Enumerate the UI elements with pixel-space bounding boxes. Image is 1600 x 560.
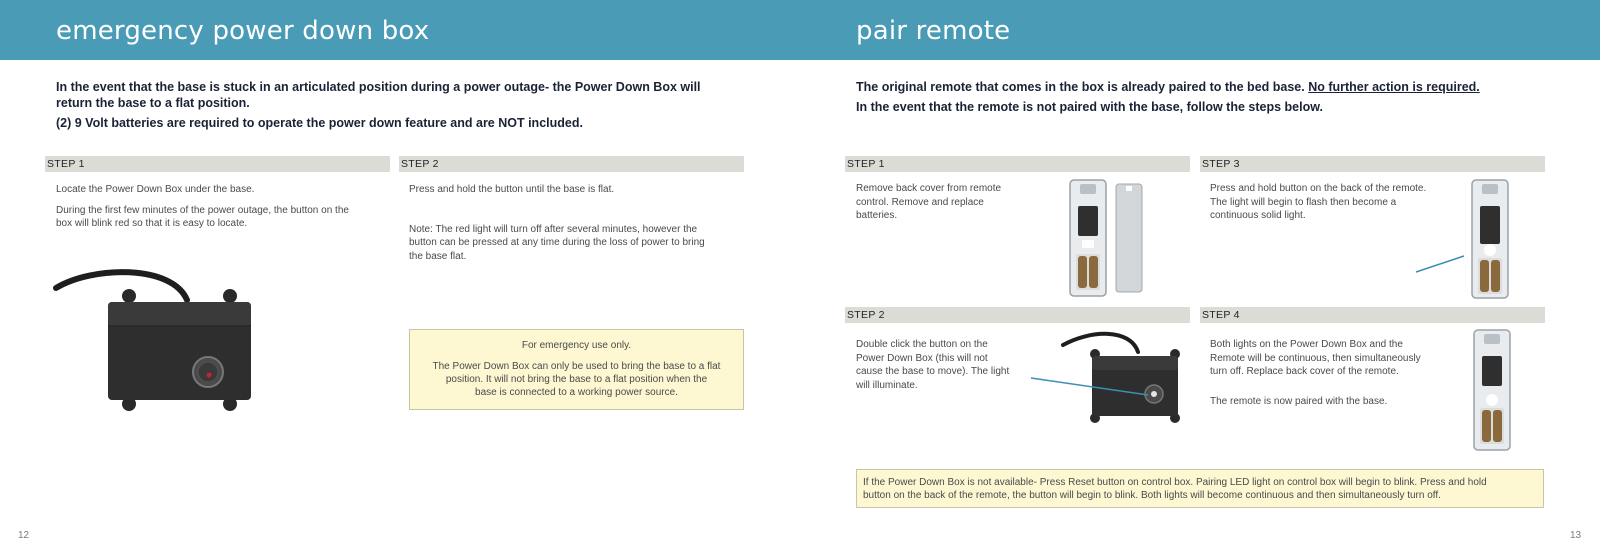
left-intro-line3: (2) 9 Volt batteries are required to operate the power down feature and are NOT included. <box>56 116 583 130</box>
left-step2-note-line1: Note: The red light will turn off after several minutes, however the <box>409 223 698 235</box>
reset-instructions-box <box>856 469 1544 508</box>
remote-button-illustration <box>1412 178 1512 303</box>
right-step4-line1: Both lights on the Power Down Box and the <box>1210 339 1403 350</box>
power-down-box-illustration <box>52 268 262 418</box>
right-step4-bar: STEP 4 <box>1200 307 1545 323</box>
left-step1-text1: Locate the Power Down Box under the base. <box>56 184 255 195</box>
left-step1-text2-line2: box will blink red so that it is easy to locate. <box>56 218 248 229</box>
emergency-warning-box <box>409 329 744 410</box>
page-number-right: 13 <box>1570 530 1582 541</box>
page-title-right: pair remote <box>856 16 1011 46</box>
right-intro <box>856 79 1556 115</box>
right-intro-line1-a: The original remote that comes in the box is already paired to the bed base. <box>856 80 1309 94</box>
left-intro <box>56 79 776 131</box>
right-step4-line4: The remote is now paired with the base. <box>1210 395 1388 407</box>
left-step1-text2-line1: During the first few minutes of the power outage, the button on the <box>56 204 349 216</box>
right-step4-line3: turn off. Replace back cover of the remote. <box>1210 366 1399 377</box>
right-step1-line2: control. Remove and replace <box>856 196 984 208</box>
right-step2-line2: Power Down Box (this will not <box>856 352 988 364</box>
warning-line4: base is connected to a working power source. <box>475 387 678 398</box>
right-step1-bar: STEP 1 <box>845 156 1190 172</box>
page-title-left: emergency power down box <box>56 16 430 46</box>
right-step1-line1: Remove back cover from remote <box>856 183 1002 194</box>
left-intro-line2: return the base to a flat position. <box>56 96 250 110</box>
right-step3-line3: continuous solid light. <box>1210 210 1306 221</box>
right-intro-line2: In the event that the remote is not paired with the base, follow the steps below. <box>856 100 1323 114</box>
right-step3-line2: The light will begin to flash then become a <box>1210 196 1397 208</box>
right-step1-text <box>856 182 1056 223</box>
right-step1-line3: batteries. <box>856 210 898 221</box>
warning-line2: The Power Down Box can only be used to bring the base to a flat <box>432 361 721 372</box>
no-further-action-text: No further action is required. <box>1308 80 1480 94</box>
remote-paired-illustration <box>1472 328 1512 453</box>
reset-line1: If the Power Down Box is not available- Press Reset button on control box. Pairing LED light on control box will begin to blink. Press and hold <box>863 477 1487 488</box>
right-step3-bar: STEP 3 <box>1200 156 1545 172</box>
right-step2-text <box>856 338 1056 392</box>
warning-line1: For emergency use only. <box>521 340 632 351</box>
left-step2-note-line2: button can be pressed at any time during the loss of power to bring <box>409 237 705 248</box>
remote-open-illustration <box>1068 178 1148 298</box>
page-number-left: 12 <box>18 530 30 541</box>
left-step1-text <box>56 183 386 231</box>
left-step1-bar: STEP 1 <box>45 156 390 172</box>
left-step2-bar: STEP 2 <box>399 156 744 172</box>
right-step2-line4: will illuminate. <box>856 379 918 391</box>
left-step2-text1: Press and hold the button until the base is flat. <box>409 184 615 195</box>
power-down-box-small-illustration <box>1030 330 1190 425</box>
left-step2-text <box>409 183 744 263</box>
left-intro-line1: In the event that the base is stuck in an articulated position during a power outage- the Power Down Box will <box>56 80 701 94</box>
right-step2-line3: cause the base to move). The light <box>856 366 1010 377</box>
left-step2-note-line3: the base flat. <box>409 250 467 262</box>
right-step2-line1: Double click the button on the <box>856 339 988 350</box>
right-step2-bar: STEP 2 <box>845 307 1190 323</box>
warning-line3: position. It will not bring the base to a flat position when the <box>445 374 708 385</box>
right-step4-text <box>1210 338 1470 408</box>
reset-line2: button on the back of the remote, the button will begin to blink. Both lights will become continuous and then simultaneously turn off. <box>863 490 1441 501</box>
right-intro-line1 <box>856 79 1556 95</box>
right-step4-line2: Remote will be continuous, then simultaneously <box>1210 352 1421 364</box>
right-step3-line1: Press and hold button on the back of the remote. <box>1210 183 1427 194</box>
